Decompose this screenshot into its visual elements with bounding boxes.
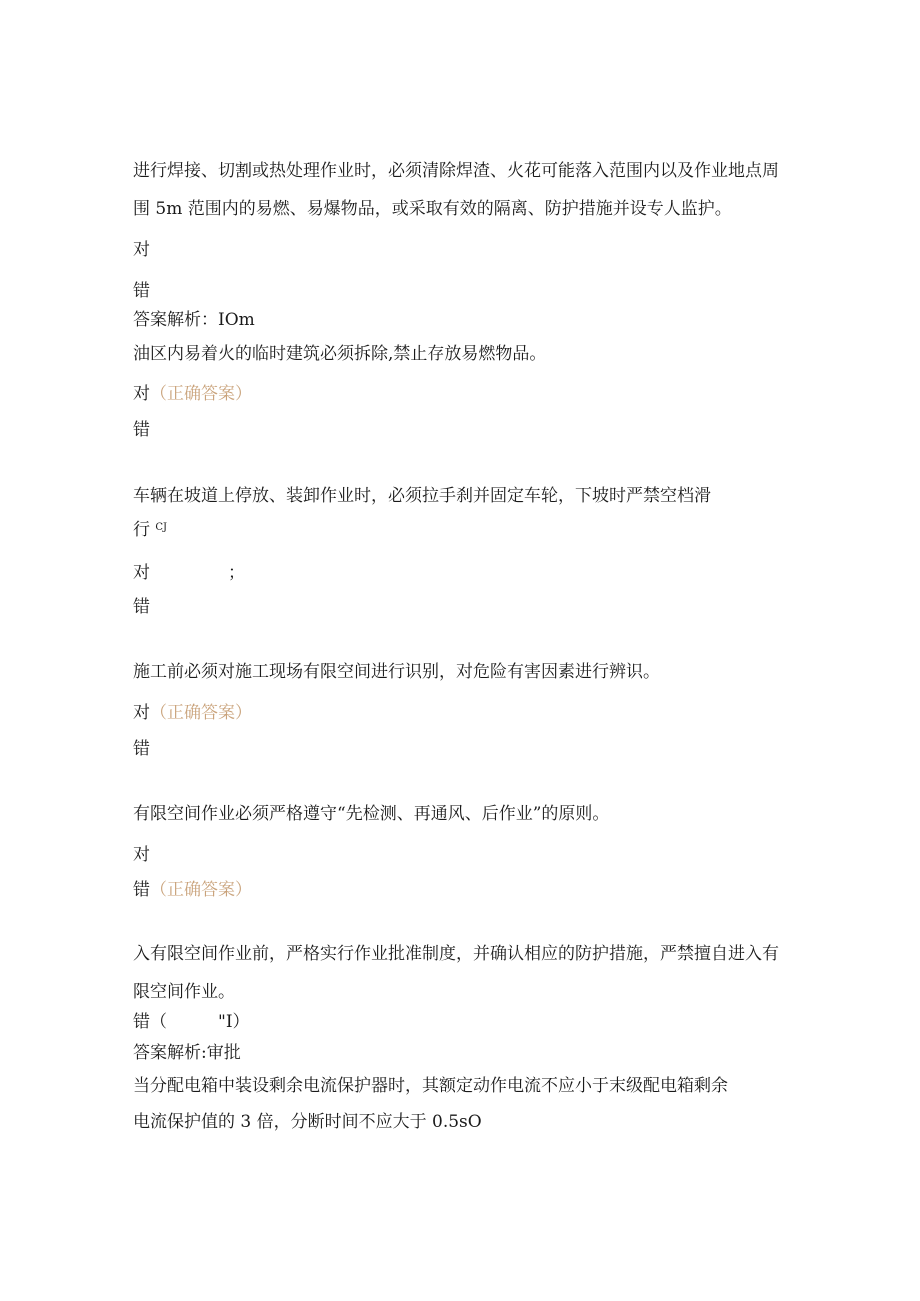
question-3-text-line-2-main: 行 <box>133 520 150 540</box>
question-1-option-true[interactable]: 对 <box>133 240 150 260</box>
option-label: 对 <box>133 384 150 404</box>
question-4-option-true[interactable] <box>133 702 252 724</box>
question-7-text-line-1: 当分配电箱中装设剩余电流保护器时，其额定动作电流不应小于末级配电箱剩余 <box>133 1076 728 1096</box>
question-1-option-false[interactable]: 错 <box>133 281 150 301</box>
question-2-text: 油区内易着火的临时建筑必须拆除,禁止存放易燃物品。 <box>133 344 547 364</box>
question-7-text-line-2: 电流保护值的 3 倍，分断时间不应大于 0.5sO <box>133 1112 482 1132</box>
question-4-option-false[interactable]: 错 <box>133 739 150 759</box>
question-4-text: 施工前必须对施工现场有限空间进行识别，对危险有害因素进行辨识。 <box>133 662 660 682</box>
question-3-text-mark: CJ <box>155 522 168 533</box>
question-2-option-true[interactable] <box>133 383 252 405</box>
question-3-option-false[interactable]: 错 <box>133 597 150 617</box>
correct-answer-mark: （正确答案） <box>150 384 252 404</box>
question-3-option-true[interactable]: 对 <box>133 563 150 583</box>
question-2-option-false[interactable]: 错 <box>133 420 150 440</box>
question-5-option-true[interactable]: 对 <box>133 845 150 865</box>
question-1-analysis: 答案解析：IOm <box>133 310 255 330</box>
question-5-text: 有限空间作业必须严格遵守“先检测、再通风、后作业”的原则。 <box>133 804 610 824</box>
question-1-text-line-2: 围 5m 范围内的易燃、易爆物品，或采取有效的隔离、防护措施并设专人监护。 <box>133 199 732 219</box>
option-label: 对 <box>133 703 150 723</box>
question-6-text-line-1: 入有限空间作业前，严格实行作业批准制度，并确认相应的防护措施，严禁擅自进入有 <box>133 944 779 964</box>
question-3-text-line-1: 车辆在坡道上停放、装卸作业时，必须拉手刹并固定车轮，下坡时严禁空档滑 <box>133 486 711 506</box>
question-3-text-line-2 <box>133 519 167 541</box>
question-1-text-line-1: 进行焊接、切割或热处理作业时，必须清除焊渣、火花可能落入范围内以及作业地点周 <box>133 161 779 181</box>
question-6-analysis: 答案解析:审批 <box>133 1043 241 1063</box>
question-6-text-line-2: 限空间作业。 <box>133 982 235 1002</box>
question-5-option-false[interactable] <box>133 879 252 901</box>
question-6-option-false[interactable]: 错（ "I） <box>133 1012 250 1032</box>
correct-answer-mark: （正确答案） <box>150 880 252 900</box>
question-3-stray-mark: ； <box>228 563 245 583</box>
correct-answer-mark: （正确答案） <box>150 703 252 723</box>
option-label: 错 <box>133 880 150 900</box>
